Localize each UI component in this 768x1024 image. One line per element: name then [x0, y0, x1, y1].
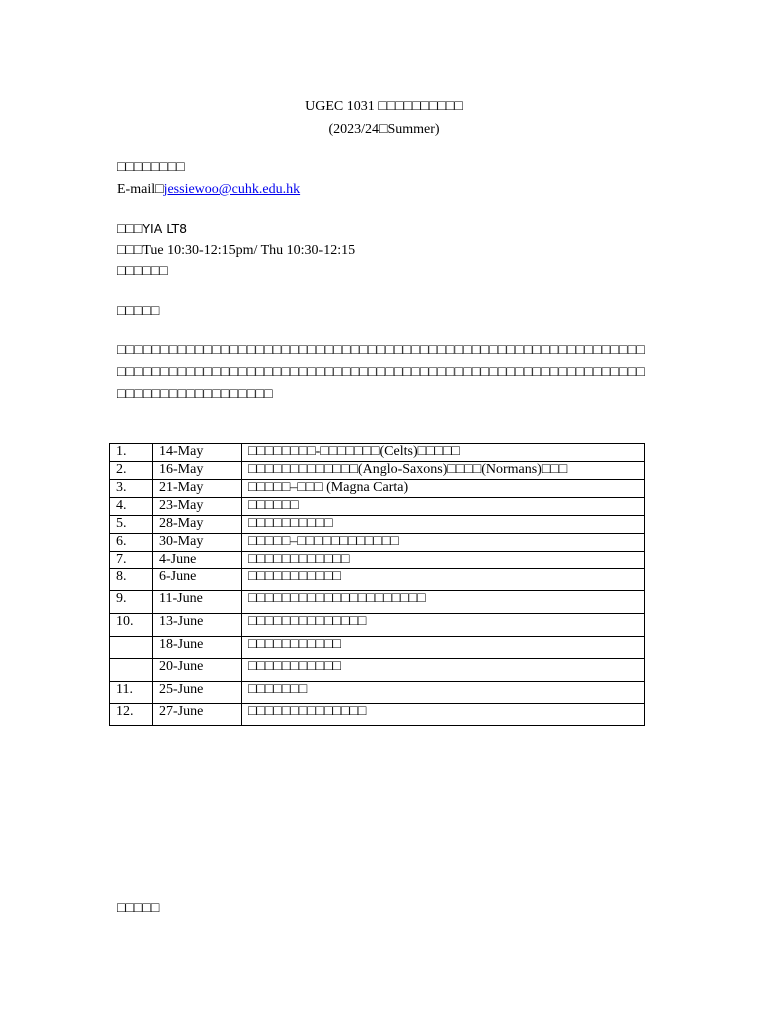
instructor-email-line: [117, 181, 300, 199]
session-number: 1.: [110, 444, 153, 462]
footer-heading: □□□□□: [117, 901, 160, 916]
session-date: 4-June: [153, 552, 242, 569]
session-date: 27-June: [153, 704, 242, 726]
venue-line: [117, 220, 187, 239]
schedule-table: [109, 443, 645, 726]
venue-label: □□□: [117, 222, 143, 237]
session-number: 10.: [110, 614, 153, 637]
session-date: 21-May: [153, 480, 242, 498]
schedule-row: [110, 704, 645, 726]
schedule-row: [110, 614, 645, 637]
session-topic: □□□□□–□□□ (Magna Carta): [242, 480, 645, 498]
email-label: E-mail□: [117, 182, 164, 197]
schedule-row: [110, 682, 645, 704]
schedule-row: [110, 516, 645, 534]
schedule-row: [110, 569, 645, 591]
schedule-row: [110, 462, 645, 480]
session-date: 11-June: [153, 591, 242, 614]
time-line: [117, 242, 355, 260]
session-number: 8.: [110, 569, 153, 591]
session-number: 6.: [110, 534, 153, 552]
schedule-row: [110, 591, 645, 614]
session-number: 9.: [110, 591, 153, 614]
session-topic: □□□□□□□□□□□□□□: [242, 704, 645, 726]
schedule-row: [110, 637, 645, 659]
session-topic: □□□□□□□□□□: [242, 516, 645, 534]
session-number: 2.: [110, 462, 153, 480]
session-topic: □□□□□□: [242, 498, 645, 516]
session-topic: □□□□□□□□□□□: [242, 637, 645, 659]
session-number: [110, 659, 153, 682]
session-topic: □□□□□□□□□□□□□□: [242, 614, 645, 637]
time-value: Tue 10:30-12:15pm/ Thu 10:30-12:15: [142, 243, 356, 258]
session-topic: □□□□□□□□□□□: [242, 659, 645, 682]
session-topic: □□□□□□□□□□□: [242, 569, 645, 591]
description-body: □□□□□□□□□□□□□□□□□□□□□□□□□□□□□□□□□□□□□□□□□□□□□□□□□□□□□□□□□□□□□□□□□□□□□□□□□□□□□□□□□□□□□□□□□□□□□□□□□□□□□□□□□□□□□□□□□□□□□□□□□□□□□□□□□□□□□□□□□□□□: [117, 343, 646, 402]
session-date: 13-June: [153, 614, 242, 637]
email-link[interactable]: jessiewoo@cuhk.edu.hk: [163, 182, 301, 197]
course-title: UGEC 1031 □□□□□□□□□□: [305, 99, 463, 114]
session-date: 20-June: [153, 659, 242, 682]
session-date: 18-June: [153, 637, 242, 659]
session-number: 4.: [110, 498, 153, 516]
schedule-row: [110, 498, 645, 516]
class-extra-line: □□□□□□: [117, 264, 168, 279]
session-date: 30-May: [153, 534, 242, 552]
session-date: 25-June: [153, 682, 242, 704]
schedule-row: [110, 444, 645, 462]
session-topic: □□□□□□□□□□□□□(Anglo-Saxons)□□□□(Normans)□□□: [242, 462, 645, 480]
session-topic: □□□□□□□: [242, 682, 645, 704]
session-number: 12.: [110, 704, 153, 726]
session-number: 3.: [110, 480, 153, 498]
session-date: 14-May: [153, 444, 242, 462]
schedule-row: [110, 659, 645, 682]
schedule-row: [110, 552, 645, 569]
time-label: □□□: [117, 243, 143, 258]
session-date: 28-May: [153, 516, 242, 534]
session-topic: □□□□□□□□□□□□: [242, 552, 645, 569]
session-number: 5.: [110, 516, 153, 534]
schedule-row: [110, 480, 645, 498]
course-term: (2023/24□Summer): [328, 122, 440, 137]
session-topic: □□□□□–□□□□□□□□□□□□: [242, 534, 645, 552]
venue-value: YIA LT8: [142, 221, 188, 236]
session-number: 11.: [110, 682, 153, 704]
session-date: 16-May: [153, 462, 242, 480]
session-date: 23-May: [153, 498, 242, 516]
schedule-row: [110, 534, 645, 552]
session-topic: □□□□□□□□-□□□□□□□(Celts)□□□□□: [242, 444, 645, 462]
description-heading: □□□□□: [117, 304, 160, 319]
session-number: [110, 637, 153, 659]
instructor-name: □□□□□□□□: [117, 160, 185, 175]
session-date: 6-June: [153, 569, 242, 591]
session-number: 7.: [110, 552, 153, 569]
session-topic: □□□□□□□□□□□□□□□□□□□□□: [242, 591, 645, 614]
